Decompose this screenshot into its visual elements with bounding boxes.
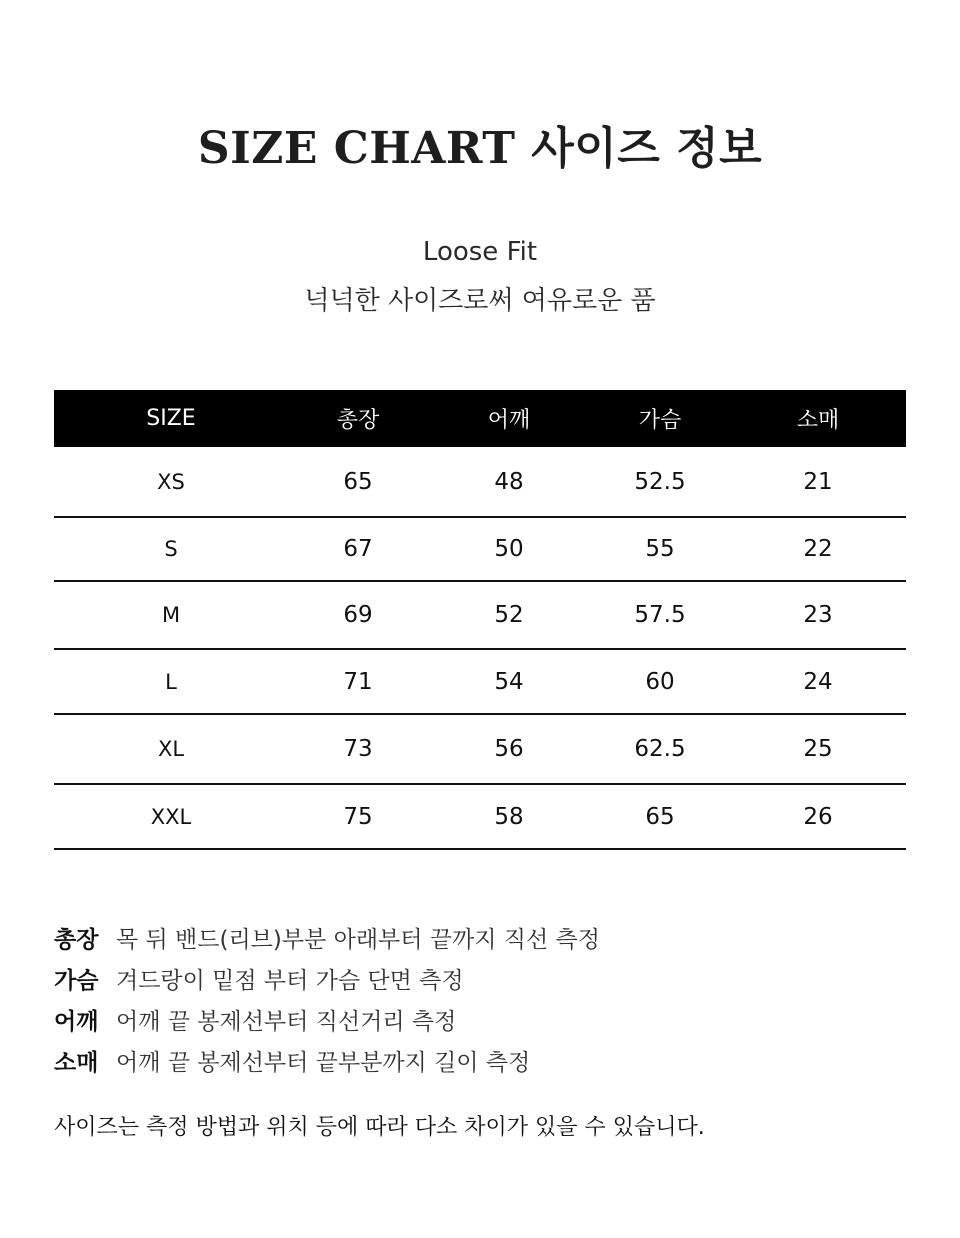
note-chest (54, 963, 914, 1004)
table-row (54, 649, 906, 714)
size-label: XXL (54, 784, 288, 849)
note-term: 소매 (54, 1050, 99, 1076)
header-chest: 가슴 (590, 390, 730, 447)
size-label: M (54, 581, 288, 649)
size-label: L (54, 649, 288, 714)
header-total-length: 총장 (288, 390, 428, 447)
table-row (54, 714, 906, 784)
total-length-value: 71 (288, 649, 428, 714)
chest-value: 55 (590, 517, 730, 581)
page-title: SIZE CHART 사이즈 정보 (197, 123, 763, 174)
disclaimer: 사이즈는 측정 방법과 위치 등에 따라 다소 차이가 있을 수 있습니다. (54, 1115, 705, 1140)
total-length-value: 75 (288, 784, 428, 849)
note-shoulder (54, 1004, 914, 1045)
note-text: 목 뒤 밴드(리브)부분 아래부터 끝까지 직선 측정 (116, 927, 600, 953)
total-length-value: 65 (288, 447, 428, 517)
sleeve-value: 25 (730, 714, 906, 784)
shoulder-value: 52 (428, 581, 590, 649)
size-table (54, 390, 906, 850)
shoulder-value: 56 (428, 714, 590, 784)
note-text: 겨드랑이 밑점 부터 가슴 단면 측정 (116, 968, 464, 994)
table-row (54, 784, 906, 849)
chest-value: 62.5 (590, 714, 730, 784)
measurement-notes (54, 922, 914, 1086)
total-length-value: 67 (288, 517, 428, 581)
size-label: S (54, 517, 288, 581)
sleeve-value: 21 (730, 447, 906, 517)
table-row (54, 447, 906, 517)
note-text: 어깨 끝 봉제선부터 끝부분까지 길이 측정 (116, 1050, 531, 1076)
header-shoulder: 어깨 (428, 390, 590, 447)
sleeve-value: 23 (730, 581, 906, 649)
note-total-length (54, 922, 914, 963)
chest-value: 65 (590, 784, 730, 849)
size-label: XS (54, 447, 288, 517)
total-length-value: 73 (288, 714, 428, 784)
shoulder-value: 54 (428, 649, 590, 714)
size-table-header (54, 390, 906, 447)
sleeve-value: 24 (730, 649, 906, 714)
chest-value: 57.5 (590, 581, 730, 649)
total-length-value: 69 (288, 581, 428, 649)
chest-value: 60 (590, 649, 730, 714)
shoulder-value: 48 (428, 447, 590, 517)
shoulder-value: 58 (428, 784, 590, 849)
size-label: XL (54, 714, 288, 784)
header-size: SIZE (54, 390, 288, 447)
note-term: 총장 (54, 927, 99, 953)
note-term: 어깨 (54, 1009, 99, 1035)
table-row (54, 581, 906, 649)
note-text: 어깨 끝 봉제선부터 직선거리 측정 (116, 1009, 457, 1035)
note-sleeve (54, 1045, 914, 1086)
chest-value: 52.5 (590, 447, 730, 517)
header-sleeve: 소매 (730, 390, 906, 447)
sleeve-value: 26 (730, 784, 906, 849)
shoulder-value: 50 (428, 517, 590, 581)
table-row (54, 517, 906, 581)
fit-description: 넉넉한 사이즈로써 여유로운 품 (304, 286, 656, 316)
note-term: 가슴 (54, 968, 99, 994)
fit-name: Loose Fit (422, 237, 538, 267)
sleeve-value: 22 (730, 517, 906, 581)
